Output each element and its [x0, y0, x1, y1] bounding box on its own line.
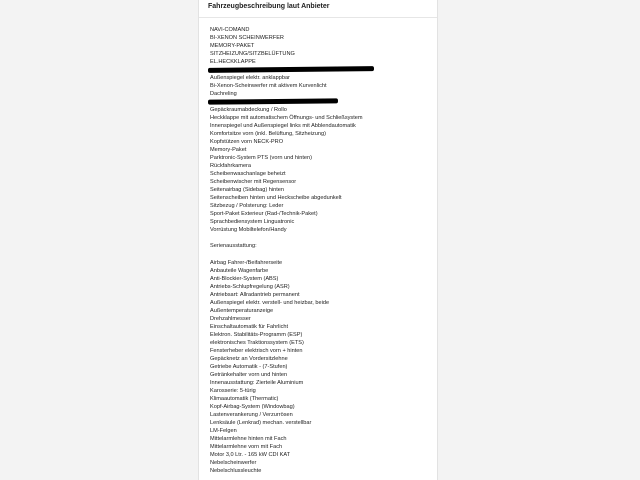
- list-item: BI-XENON SCHEINWERFER: [210, 35, 284, 41]
- list-item: NAVI-COMAND: [210, 27, 250, 33]
- list-item: Scheibenwaschanlage beheizt: [210, 171, 286, 177]
- list-item: Scheibenwischer mit Regensensor: [210, 179, 297, 185]
- list-item: Außenspiegel elektr. verstell- und heizbar, beide: [210, 300, 330, 306]
- list-item: Seitenairbag (Sidebag) hinten: [210, 187, 285, 193]
- list-item: Anti-Blockier-System (ABS): [210, 276, 279, 282]
- list-item: Außentemperaturanzeige: [210, 308, 274, 314]
- list-item: Parktronic-System PTS (vorn und hinten): [210, 155, 312, 161]
- list-item: Innenausstattung: Zierteile Aluminium: [210, 380, 304, 386]
- list-item: Gepäcknetz an Vordersitzlehne: [210, 356, 288, 362]
- list-item: Mittelarmlehne vorn mit Fach: [210, 444, 283, 450]
- list-item: Einschaltautomatik für Fahrlicht: [210, 324, 289, 330]
- list-item: Memory-Paket: [210, 147, 247, 153]
- list-item: Elektron. Stabilitäts-Programm (ESP): [210, 332, 303, 338]
- list-item: Karosserie: 5-türig: [210, 388, 256, 394]
- panel-title: Fahrzeugbeschreibung laut Anbieter: [208, 3, 330, 10]
- list-item: Klimaautomatik (Thermatic): [210, 396, 279, 402]
- list-item: Vorrüstung Mobiltelefon/Handy: [210, 227, 287, 233]
- list-item: Rückfahrkamera: [210, 163, 252, 169]
- list-item: Getriebe Automatik - (7-Stufen): [210, 364, 288, 370]
- list-item: elektronisches Traktionssystem (ETS): [210, 340, 304, 346]
- list-item: Serienausstattung:: [210, 243, 257, 249]
- list-item: Heckklappe mit automatischem Öffnungs- und Schließsystem: [210, 115, 363, 121]
- list-item: Airbag Fahrer-/Beifahrerseite: [210, 260, 283, 266]
- list-item: Sprachbediensystem Linguatronic: [210, 219, 295, 225]
- list-item: Antriebs-Schlupfregelung (ASR): [210, 284, 290, 290]
- redaction-bar: [208, 98, 338, 104]
- list-item: Nebelschlussleuchte: [210, 468, 262, 474]
- list-item: Sport-Paket Exterieur (Rad-/Technik-Paket): [210, 211, 318, 217]
- list-item: SITZHEIZUNG/SITZBELÜFTUNG: [210, 51, 295, 57]
- list-item: Gepäckraumabdeckung / Rollo: [210, 107, 287, 113]
- list-item: LM-Felgen: [210, 428, 237, 434]
- list-item: Bi-Xenon-Scheinwerfer mit aktivem Kurvenlicht: [210, 83, 327, 89]
- list-item: Sitzbezug / Polsterung: Leder: [210, 203, 284, 209]
- list-item: EL.HECKKLAPPE: [210, 59, 256, 65]
- list-item: MEMORY-PAKET: [210, 43, 255, 49]
- list-item: Kopf-Airbag-System (Windowbag): [210, 404, 295, 410]
- redaction-bar: [208, 66, 374, 73]
- list-item: Dachreling: [210, 91, 237, 97]
- vehicle-description-panel: [198, 0, 438, 480]
- list-item: Anbauteile Wagenfarbe: [210, 268, 269, 274]
- list-item: Außenspiegel elektr. anklappbar: [210, 75, 290, 81]
- list-item: Drehzahlmesser: [210, 316, 251, 322]
- header-divider: [199, 17, 437, 18]
- list-item: Fensterheber elektrisch vorn + hinten: [210, 348, 303, 354]
- list-item: Lenksäule (Lenkrad) mechan. verstellbar: [210, 420, 312, 426]
- list-item: Komfortsitze vorn (inkl. Belüftung, Sitzheizung): [210, 131, 326, 137]
- list-item: Mittelarmlehne hinten mit Fach: [210, 436, 287, 442]
- list-item: Nebelscheinwerfer: [210, 460, 257, 466]
- list-item: Seitenscheiben hinten und Heckscheibe abgedunkelt: [210, 195, 342, 201]
- list-item: Antriebsart: Allradantrieb permanent: [210, 292, 300, 298]
- list-item: Kopfstützen vorn NECK-PRO: [210, 139, 284, 145]
- list-item: Innenspiegel und Außenspiegel links mit Abblendautomatik: [210, 123, 356, 129]
- list-item: Motor 3,0 Ltr. - 165 kW CDI KAT: [210, 452, 291, 458]
- list-item: Lastenverankerung / Verzurrösen: [210, 412, 293, 418]
- list-item: Getränkehalter vorn und hinten: [210, 372, 288, 378]
